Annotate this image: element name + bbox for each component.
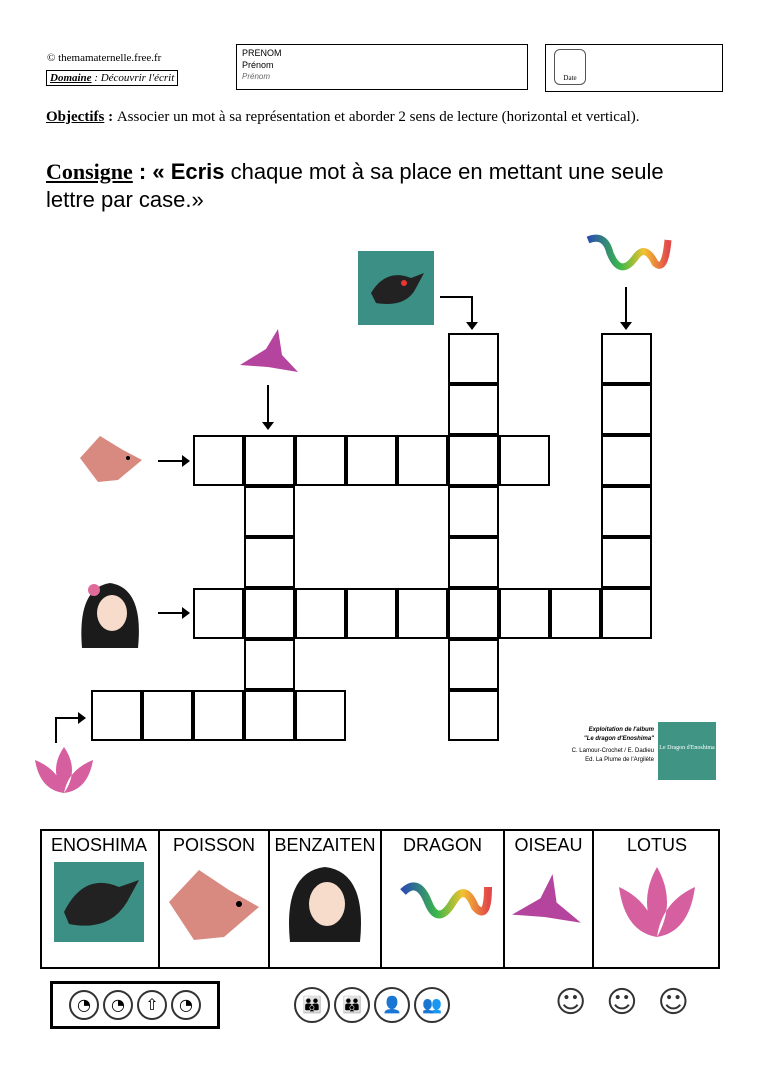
objectifs-text: Associer un mot à sa représentation et aborder 2 sens de lecture (horizontal et vertical).: [116, 109, 640, 125]
album-credit: [560, 726, 654, 765]
work-modes: [292, 987, 452, 1023]
crossword-cell[interactable]: [244, 588, 295, 639]
crossword-cell[interactable]: [295, 690, 346, 741]
evaluation-icon: ☺: [555, 985, 607, 1020]
crossword-cell[interactable]: [601, 384, 652, 435]
crossword-cell[interactable]: [193, 435, 244, 486]
origami-bird-icon: [508, 862, 589, 947]
crossword-cell[interactable]: [397, 435, 448, 486]
crossword-cell[interactable]: [244, 486, 295, 537]
date-box[interactable]: [545, 44, 723, 92]
writing-icon: ◔: [171, 990, 201, 1020]
consigne-sep: : «: [132, 159, 171, 184]
origami-bird-picture: [238, 327, 300, 379]
writing-tools: [50, 981, 220, 1029]
arrow-enoshima: [466, 322, 478, 336]
crossword-cell[interactable]: [244, 639, 295, 690]
writing-icon: ◔: [103, 990, 133, 1020]
arrow-oiseau: [262, 422, 274, 436]
word-label: BENZAITEN: [274, 835, 376, 855]
domaine: [46, 70, 178, 86]
crossword-cell[interactable]: [91, 690, 142, 741]
consigne-label: Consigne: [46, 159, 133, 184]
crossword-cell[interactable]: [499, 588, 550, 639]
word-card-enoshima: [40, 829, 160, 969]
crossword-cell[interactable]: [601, 333, 652, 384]
crossword-cell[interactable]: [346, 435, 397, 486]
album-line3: C. Lamour-Crochet / E. Dadieu: [571, 748, 654, 754]
prenom-upper: PRENOM: [242, 48, 282, 58]
objectifs-label: Objectifs: [46, 109, 105, 125]
crossword-cell[interactable]: [448, 588, 499, 639]
crossword-cell[interactable]: [244, 537, 295, 588]
crossword-cell[interactable]: [601, 537, 652, 588]
crossword-cell[interactable]: [448, 639, 499, 690]
crossword-cell[interactable]: [346, 588, 397, 639]
objectifs-sep: :: [104, 109, 117, 125]
group-icon: 👪: [334, 987, 370, 1023]
rainbow-dragon-icon: [393, 862, 493, 947]
writing-icon: ◔: [69, 990, 99, 1020]
consigne-bold: Ecris: [170, 159, 225, 184]
crossword-cell[interactable]: [244, 690, 295, 741]
princess-icon: [275, 862, 375, 947]
origami-fish-icon: [164, 862, 264, 947]
word-card-lotus: [594, 829, 720, 969]
word-label: ENOSHIMA: [50, 835, 147, 855]
crossword-cell[interactable]: [142, 690, 193, 741]
word-label: LOTUS: [626, 835, 687, 855]
objectifs: [46, 108, 714, 126]
evaluation-icon: ☺: [657, 985, 709, 1020]
word-card-poisson: [160, 829, 270, 969]
arrow-poisson: [182, 455, 196, 467]
crossword-cell[interactable]: [397, 588, 448, 639]
consigne: [46, 158, 714, 214]
lotus-icon: [607, 862, 707, 947]
word-label: DRAGON: [402, 835, 482, 855]
album-line1: Exploitation de l'album: [588, 727, 654, 733]
dragon-head-picture: [358, 251, 434, 325]
origami-fish-picture: [78, 430, 144, 488]
crossword-cell[interactable]: [448, 384, 499, 435]
crossword-cell[interactable]: [601, 486, 652, 537]
arrow-benzaiten: [182, 607, 196, 619]
consigne-text: chaque mot à sa place en mettant une seule lettre par case.»: [46, 159, 664, 212]
prenom-box[interactable]: [236, 44, 528, 90]
crossword-cell[interactable]: [244, 435, 295, 486]
pair-icon: 👥: [414, 987, 450, 1023]
crossword-cell[interactable]: [193, 690, 244, 741]
crossword-cell[interactable]: [193, 588, 244, 639]
domaine-label: Domaine: [50, 72, 92, 84]
word-card-benzaiten: [270, 829, 382, 969]
word-card-oiseau: [505, 829, 594, 969]
crossword-cell[interactable]: [295, 435, 346, 486]
crossword-cell[interactable]: [601, 435, 652, 486]
crossword-cell[interactable]: [448, 435, 499, 486]
group-icon: 👪: [294, 987, 330, 1023]
word-label: OISEAU: [514, 835, 583, 855]
crossword-cell[interactable]: [448, 333, 499, 384]
crossword-cell[interactable]: [448, 690, 499, 741]
lotus-picture: [25, 745, 103, 797]
album-line4: Ed. La Plume de l'Argilète: [585, 757, 654, 763]
dragon-head-icon: [49, 862, 149, 947]
crossword-cell[interactable]: [448, 486, 499, 537]
crossword-cell[interactable]: [295, 588, 346, 639]
copyright: © themamaternelle.free.fr: [47, 52, 162, 64]
album-cover: Le Dragon d'Enoshima: [658, 722, 716, 780]
crossword-cell[interactable]: [499, 435, 550, 486]
writing-icon: ⇧: [137, 990, 167, 1020]
crossword-cell[interactable]: [448, 537, 499, 588]
individual-icon: 👤: [374, 987, 410, 1023]
word-card-dragon: [382, 829, 505, 969]
arrow-dragon: [620, 322, 632, 336]
prenom-lower: Prénom: [242, 60, 274, 70]
prenom-cursive: Prénom: [242, 72, 271, 81]
arrow-lotus: [78, 712, 92, 724]
album-line2: "Le dragon d'Enoshima": [583, 736, 654, 742]
evaluation: [555, 985, 709, 1020]
rainbow-dragon-picture: [580, 228, 675, 283]
word-label: POISSON: [172, 835, 256, 855]
crossword-cell[interactable]: [601, 588, 652, 639]
date-icon: Date: [554, 49, 586, 85]
crossword-cell[interactable]: [550, 588, 601, 639]
evaluation-icon: ☺: [606, 985, 658, 1020]
domaine-value: : Découvrir l'écrit: [91, 72, 175, 84]
princess-picture: [72, 578, 148, 650]
